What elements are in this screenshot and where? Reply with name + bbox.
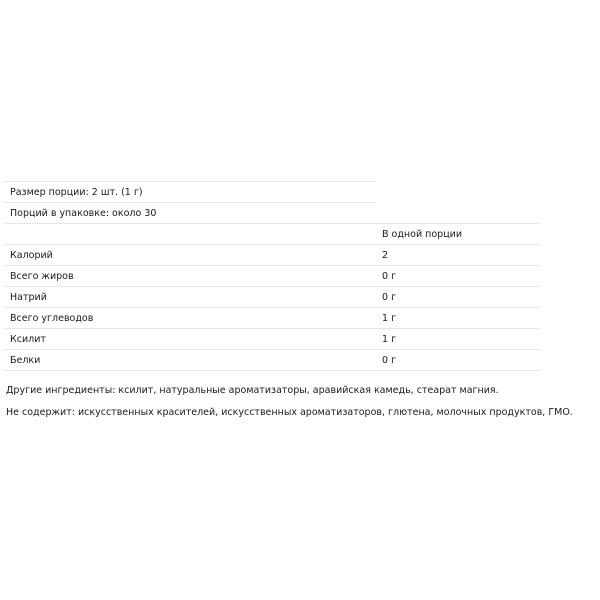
nutrient-row-total-carbohydrates [4, 307, 540, 328]
nutrient-name: Белки [10, 355, 41, 366]
servings-per-container-text: Порций в упаковке: около 30 [10, 208, 157, 219]
servings-per-container-row [4, 202, 376, 223]
nutrient-row-sodium [4, 286, 540, 307]
nutrient-row-xylitol [4, 328, 540, 349]
nutrient-value: 0 г [382, 292, 397, 303]
table-bottom-divider [4, 370, 540, 371]
nutrient-name: Всего жиров [10, 271, 74, 282]
nutrient-name: Всего углеводов [10, 313, 94, 324]
nutrient-value: 2 [382, 250, 389, 261]
serving-size-text: Размер порции: 2 шт. (1 г) [10, 187, 143, 198]
free-of-text: Не содержит: искусственных красителей, искусственных ароматизаторов, глютена, молочных продуктов, ГМО. [6, 407, 573, 418]
nutrient-value: 0 г [382, 271, 397, 282]
column-header-row [4, 223, 540, 244]
nutrient-name: Ксилит [10, 334, 46, 345]
nutrient-row-total-fat [4, 265, 540, 286]
supplement-facts-table [4, 181, 540, 371]
nutrient-row-protein [4, 349, 540, 370]
serving-size-row [4, 181, 376, 202]
nutrient-name: Натрий [10, 292, 47, 303]
nutrient-row-calories [4, 244, 540, 265]
nutrient-value: 1 г [382, 313, 397, 324]
nutrient-value: 1 г [382, 334, 397, 345]
per-serving-header: В одной порции [382, 229, 463, 240]
nutrient-value: 0 г [382, 355, 397, 366]
nutrient-name: Калорий [10, 250, 53, 261]
other-ingredients-text: Другие ингредиенты: ксилит, натуральные ароматизаторы, аравийская камедь, стеарат магния. [6, 385, 499, 396]
